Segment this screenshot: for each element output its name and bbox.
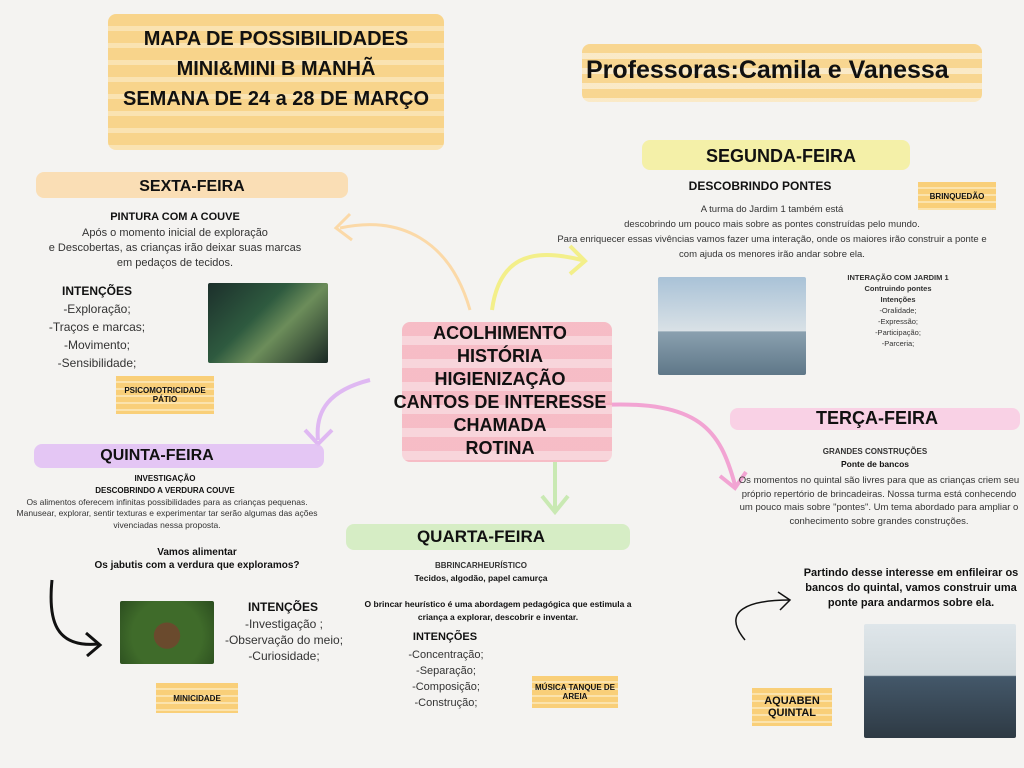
monday-side-line: -Expressão; (877, 317, 919, 326)
thursday-intent: -Curiosidade; (248, 649, 320, 663)
thursday-kind: INVESTIGAÇÃO (134, 474, 196, 483)
monday-text (520, 202, 1024, 262)
tuesday-tag: AQUABEN QUINTAL (752, 688, 832, 726)
monday-side-line: -Participação; (875, 328, 921, 337)
arrow-to-thursday (318, 380, 370, 440)
center-item: HISTÓRIA (456, 346, 543, 366)
arrow-tuesday-extra (736, 600, 790, 640)
arrow-to-monday (492, 255, 582, 310)
center-item: CHAMADA (453, 415, 547, 435)
monday-activity: DESCOBRINDO PONTES (688, 179, 832, 193)
thursday-prompt (64, 546, 330, 572)
title-line-1: MAPA DE POSSIBILIDADES (143, 28, 409, 50)
center-item: HIGIENIZAÇÃO (434, 369, 566, 389)
friday-text (20, 226, 330, 271)
tuesday-extra: Partindo desse interesse em enfileirar os bancos do quintal, vamos construir uma ponte para andarmos sobre ela. (803, 567, 1019, 609)
thursday-tag: MINICIDADE (156, 683, 238, 713)
wednesday-day: QUARTA-FEIRA (416, 527, 546, 546)
friday-text-line: em pedaços de tecidos. (116, 257, 234, 269)
thursday-text: Os alimentos oferecem infinitas possibilidades para as crianças pequenas. Manusear, explorar, sentir texturas e experimentar tar serão algumas das ações vivenciadas nessa proposta. (16, 497, 318, 530)
arrow-to-friday (340, 225, 470, 310)
monday-day: SEGUNDA-FEIRA (705, 146, 856, 166)
teachers-label: Professoras:Camila e Vanessa (586, 56, 949, 84)
tuesday-sub: Ponte de bancos (840, 459, 909, 469)
friday-intents (32, 300, 162, 372)
thursday-tortoise-photo (120, 601, 214, 664)
center-item: ACOLHIMENTO (433, 323, 567, 343)
friday-tag: PSICOMOTRICIDADE PÁTIO (116, 376, 214, 414)
monday-side-line: -Parceria; (881, 339, 915, 348)
thursday-prompt-line: Os jabutis com a verdura que exploramos? (94, 560, 300, 571)
wednesday-text: O brincar heurístico é uma abordagem pedagógica que estimula a criança a explorar, descobrir e inventar. (364, 599, 632, 622)
thursday-activity: DESCOBRINDO A VERDURA COUVE (95, 486, 235, 495)
monday-side-line: -Oralidade; (879, 306, 917, 315)
monday-bridge-photo (658, 277, 806, 375)
friday-intent: -Sensibilidade; (57, 356, 137, 370)
title-line-3: SEMANA DE 24 a 28 DE MARÇO (123, 88, 429, 110)
friday-intent: -Traços e marcas; (48, 320, 146, 334)
title-line-2: MINI&MINI B MANHÃ (176, 58, 376, 80)
friday-text-line: e Descobertas, as crianças irão deixar suas marcas (48, 242, 302, 254)
friday-text-line: Após o momento inicial de exploração (82, 227, 268, 239)
monday-side-line: Contruindo pontes (864, 284, 932, 293)
friday-day: SEXTA-FEIRA (139, 178, 245, 195)
arrow-to-tuesday (600, 404, 735, 485)
wednesday-intents (398, 647, 494, 711)
friday-intent: -Exploração; (63, 302, 131, 316)
monday-side-line: INTERAÇÃO COM JARDIM 1 (847, 273, 949, 282)
tuesday-activity: GRANDES CONSTRUÇÕES (822, 447, 928, 456)
thursday-intent: -Investigação ; (244, 617, 324, 631)
center-item: CANTOS DE INTERESSE (393, 392, 607, 412)
friday-kale-photo (208, 283, 328, 363)
monday-text-line: A turma do Jardim 1 também está (700, 204, 844, 215)
monday-side (836, 272, 960, 349)
wednesday-intent: -Construção; (414, 697, 478, 709)
wednesday-sub: Tecidos, algodão, papel camurça (414, 573, 548, 583)
thursday-day: QUINTA-FEIRA (100, 447, 214, 464)
monday-tag: BRINQUEDÃO (918, 182, 996, 210)
tuesday-children-photo (864, 624, 1016, 738)
wednesday-intent: -Concentração; (408, 649, 484, 661)
arrow-thursday-photo (51, 580, 98, 644)
monday-side-line: Intenções (880, 295, 916, 304)
thursday-prompt-line: Vamos alimentar (157, 547, 237, 558)
wednesday-intent: -Composição; (412, 681, 480, 693)
thursday-intent: -Observação do meio; (224, 633, 344, 647)
friday-intent-title: INTENÇÕES (61, 284, 132, 298)
center-item: ROTINA (465, 438, 535, 458)
monday-text-line: Para enriquecer essas vivências vamos fazer uma interação, onde os maiores irão construir a ponte e (557, 234, 987, 245)
thursday-intents (220, 616, 348, 664)
tuesday-text: Os momentos no quintal são livres para que as crianças criem seu próprio repertório de brincadeiras. Nossa turma está conhecendo um pouco mais sobre "pontes". Um tema abordado para ampliar o conhecimento sobre grandes construções. (738, 475, 1020, 527)
friday-intent: -Movimento; (63, 338, 131, 352)
monday-text-line: com ajuda os menores irão andar sobre ela. (679, 249, 865, 260)
wednesday-intent: -Separação; (416, 665, 476, 677)
thursday-intent-title: INTENÇÕES (247, 600, 318, 614)
wednesday-intent-title: INTENÇÕES (412, 631, 478, 643)
monday-text-line: descobrindo um pouco mais sobre as pontes construídas pelo mundo. (624, 219, 920, 230)
wednesday-activity: BBRINCARHEURÍSTICO (435, 561, 527, 570)
arrow-tuesday-extra-head (778, 592, 790, 610)
center-routine (390, 322, 610, 460)
wednesday-tag: MÚSICA TANQUE DE AREIA (532, 676, 618, 708)
friday-activity: PINTURA COM A COUVE (110, 211, 240, 223)
tuesday-day: TERÇA-FEIRA (816, 408, 938, 428)
